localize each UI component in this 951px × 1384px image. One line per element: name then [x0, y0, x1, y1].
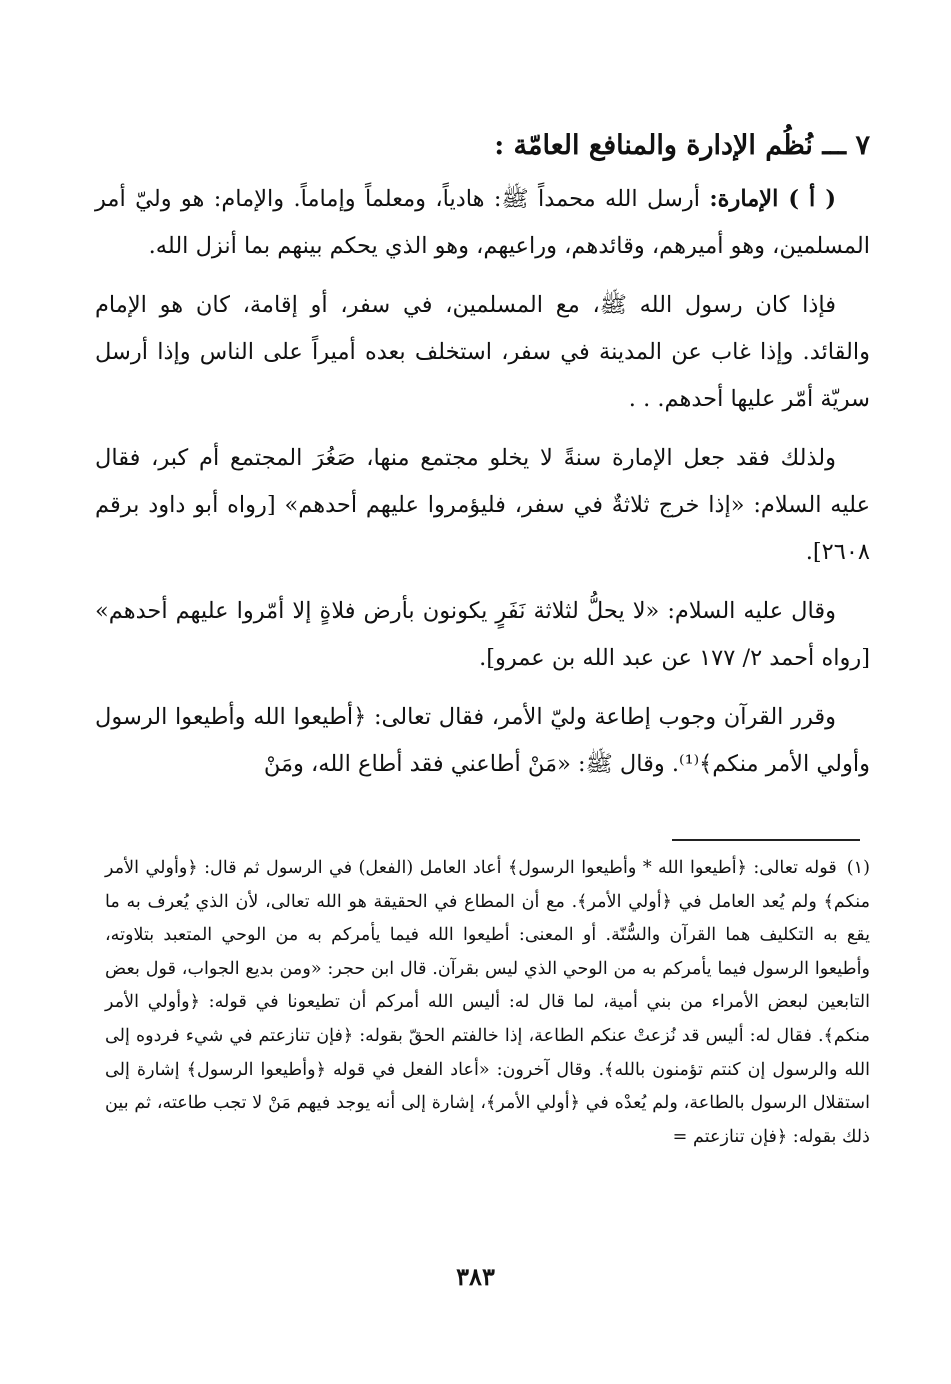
section-heading: ٧ ـــ نُظُم الإدارة والمنافع العامّة : [494, 130, 870, 161]
paragraph-label: ( أ ) الإمارة: [709, 186, 837, 212]
paragraph-text: وقال عليه السلام: «لا يحلُّ لثلاثة نَفَرٍ يكونون بأرض فلاةٍ إلا أمّروا عليهم أحدهم» [رواه أحمد ٢/ ١٧٧ عن عبد الله بن عمرو]. [95, 598, 870, 671]
paragraph-1 [95, 176, 870, 270]
paragraph-text: ولذلك فقد جعل الإمارة سنةً لا يخلو مجتمع منها، صَغُرَ المجتمع أم كبر، فقال عليه السلام: «إذا خرج ثلاثةٌ في سفر، فليؤمروا عليهم أحدهم» [رواه أبو داود برقم ٢٦٠٨]. [95, 445, 870, 565]
paragraph-text: أرسل الله محمداً ﷺ: هادياً، ومعلماً وإماماً. والإمام: هو وليّ أمر المسلمين، وهو أميرهم، وقائدهم، وراعيهم، وهو الذي يحكم بينهم بما أنزل الله. [95, 186, 870, 259]
main-text [95, 110, 870, 800]
paragraph-4 [95, 588, 870, 682]
footnote [105, 852, 870, 1154]
footnote-number: (١) [846, 858, 870, 878]
page-number: ٣٨٣ [456, 1262, 495, 1291]
paragraph-text: فإذا كان رسول الله ﷺ، مع المسلمين، في سفر، أو إقامة، كان هو الإمام والقائد. وإذا غاب عن المدينة في سفر، استخلف بعده أميراً على الناس وإذا أرسل سريّة أمّر عليها أحدهم. . . [95, 292, 870, 412]
paragraph-3 [95, 435, 870, 576]
paragraph-text: وقرر القرآن وجوب إطاعة وليّ الأمر، فقال تعالى: ﴿أطيعوا الله وأطيعوا الرسول وأولي الأمر منكم﴾⁽¹⁾. وقال ﷺ: «مَنْ أطاعني فقد أطاع الله، ومَنْ [95, 704, 870, 777]
footnote-divider [672, 839, 860, 841]
footnote-text: قوله تعالى: ﴿أطيعوا الله * وأطيعوا الرسول﴾ أعاد العامل (الفعل) في الرسول ثم قال: ﴿وأولي الأمر منكم﴾ ولم يُعد العامل في ﴿أولي الأمر﴾. مع أن المطاع في الحقيقة هو الله تعالى، لأن الذي يُعرف به ما يقع به التكليف هما القرآن والسُّنّة. أو المعنى: أطيعوا الله فيما يأمركم به من الوحي المتعبد بتلاوته، وأطيعوا الرسول فيما يأمركم به من الوحي الذي ليس بقرآن. قال ابن حجر: «ومن بديع الجواب، قول بعض التابعين لبعض الأمراء من بني أمية، لما قال له: أليس الله أمركم أن تطيعونا في قوله: ﴿وأولي الأمر منكم﴾. فقال له: أليس قد نُزعتْ عنكم الطاعة، إذا خالفتم الحقّ بقوله: ﴿فإن تنازعتم في شيء فردوه إلى الله والرسول إن كنتم تؤمنون بالله﴾. وقال آخرون: «أعاد الفعل في قوله ﴿وأطيعوا الرسول﴾ إشارة إلى استقلال الرسول بالطاعة، ولم يُعدْه في ﴿أولي الأمر﴾، إشارة إلى أنه يوجد فيهم مَنْ لا تجب طاعته، ثم بين ذلك بقوله: ﴿فإن تنازعتم = [105, 858, 871, 1147]
paragraph-5 [95, 694, 870, 788]
paragraph-2 [95, 282, 870, 423]
